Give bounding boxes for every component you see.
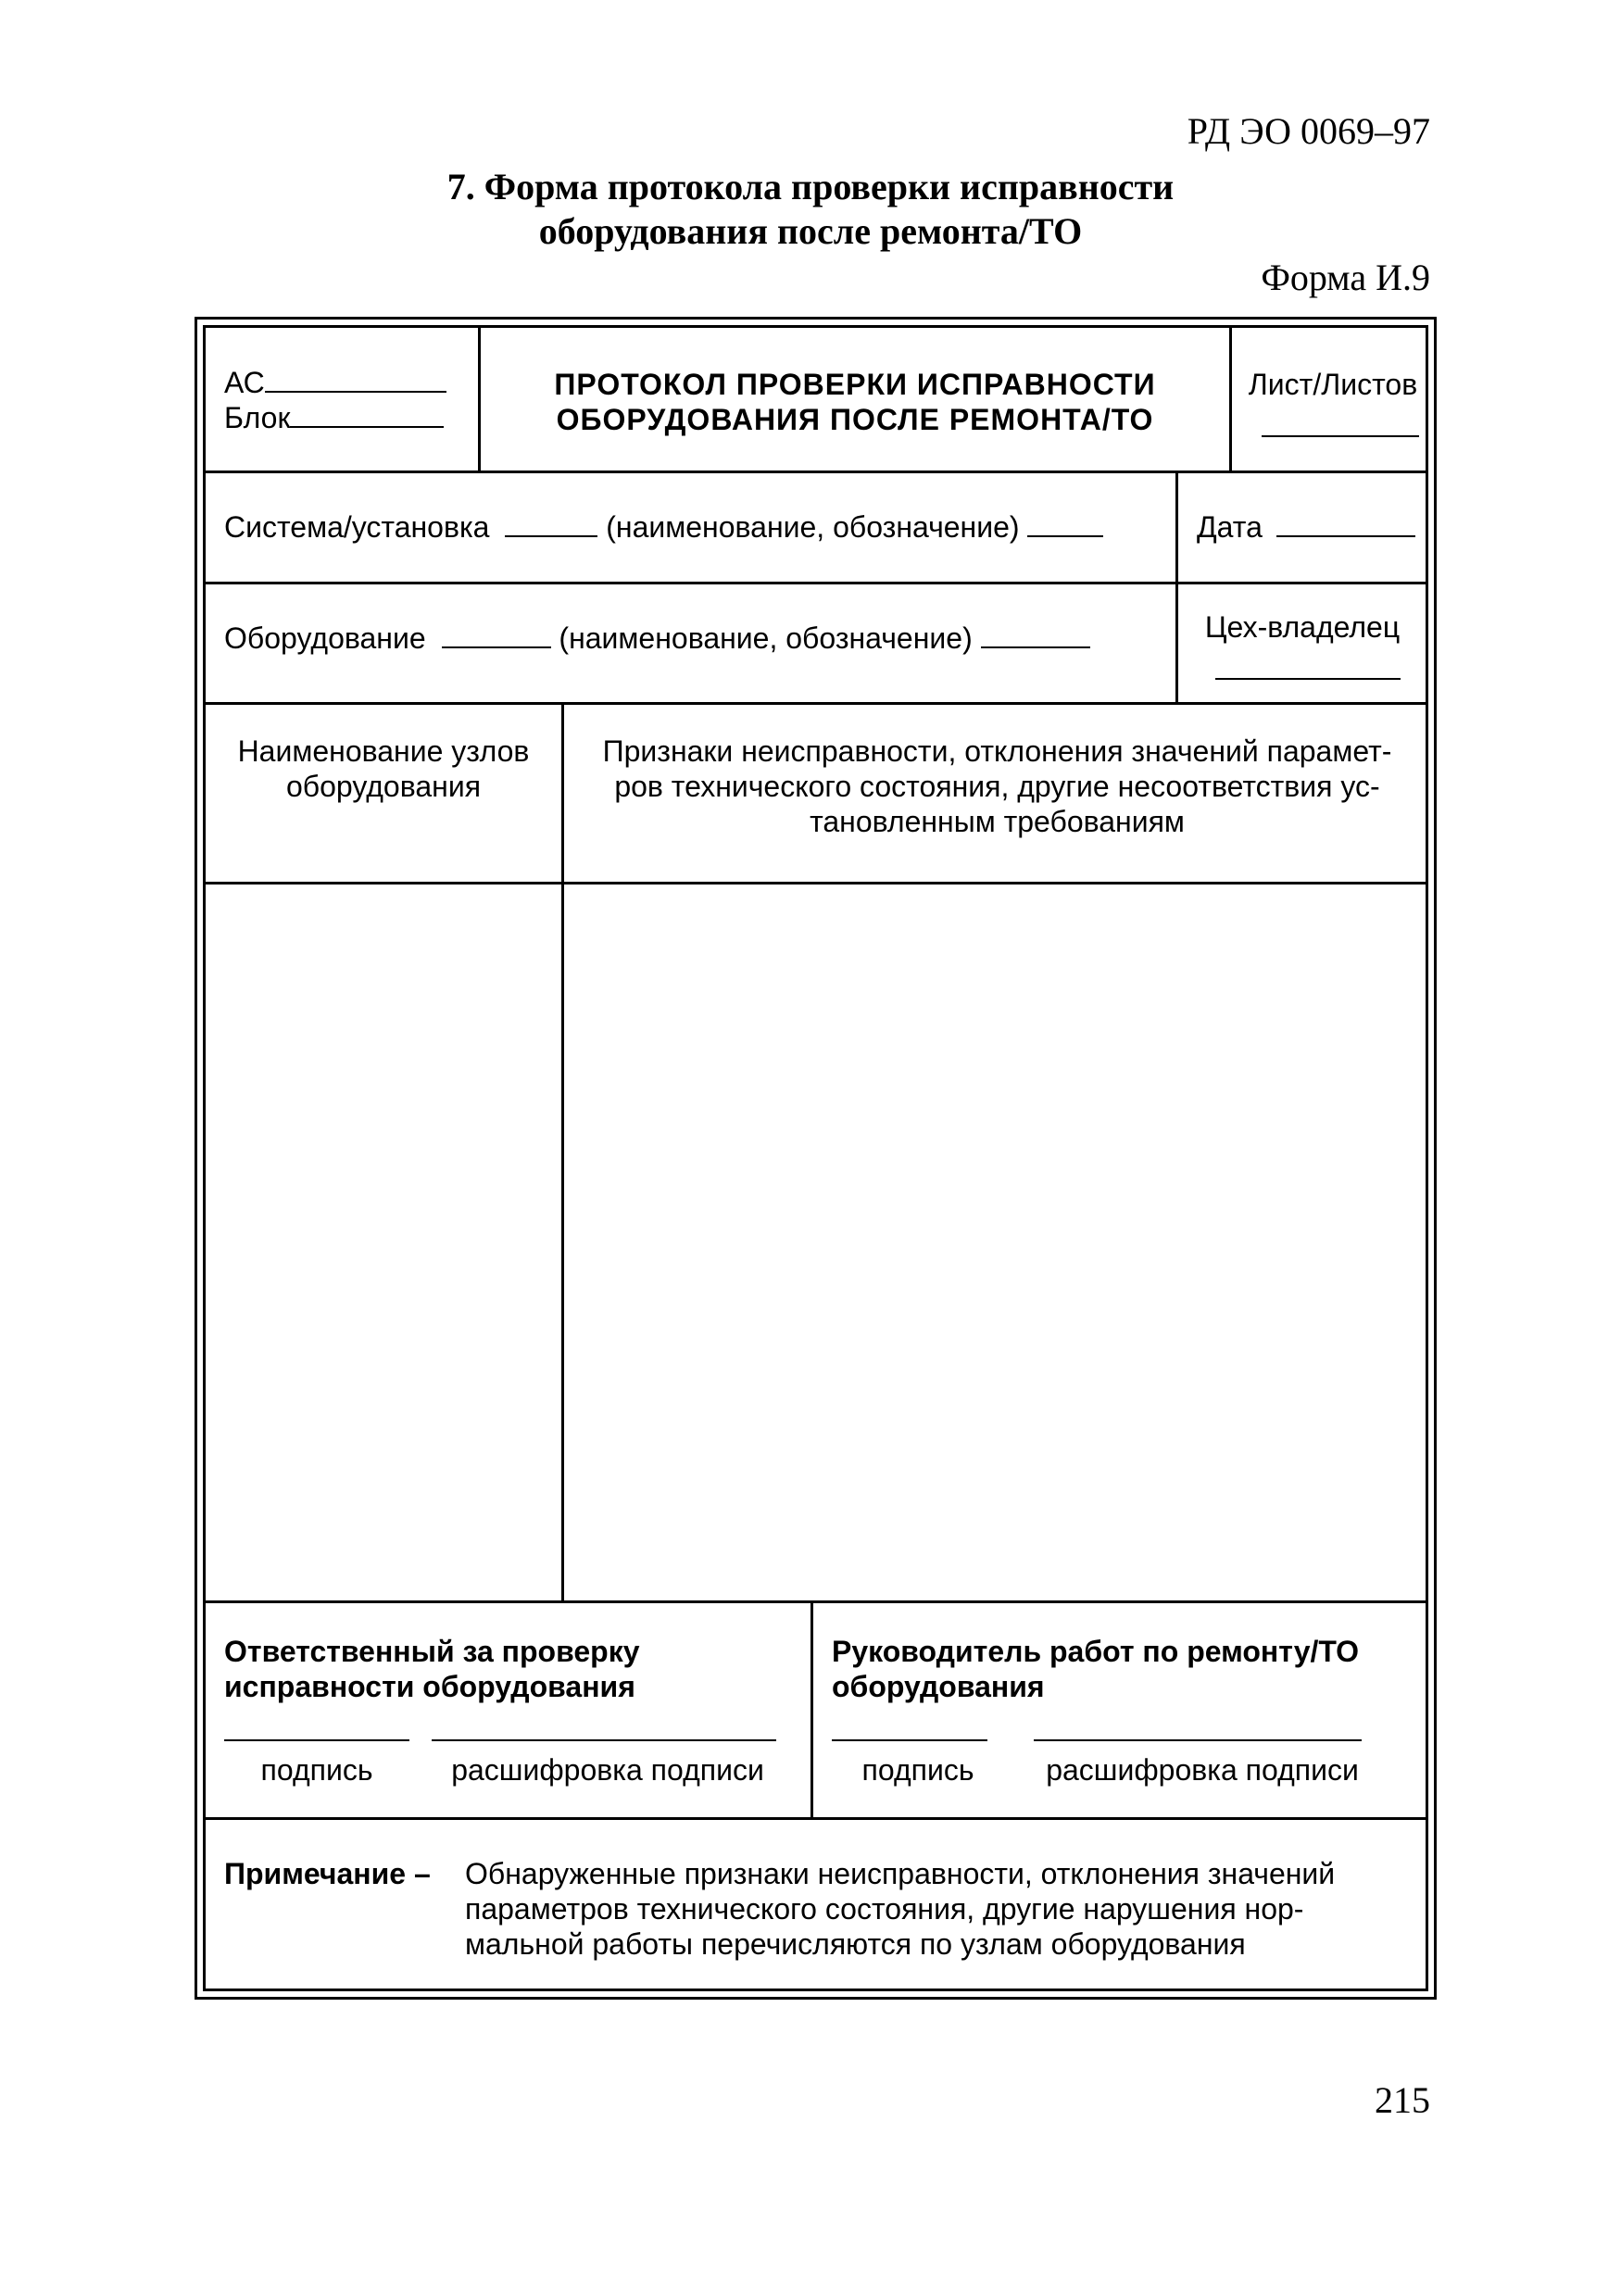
manager-signature-decode-line[interactable] bbox=[1034, 1739, 1362, 1741]
document-code: РД ЭО 0069–97 bbox=[1187, 110, 1430, 152]
system-label: Система/установка bbox=[224, 510, 490, 544]
as-blank[interactable] bbox=[265, 365, 446, 393]
column-header-defects-line-2: ров технического состояния, другие несоответствия ус- bbox=[614, 770, 1380, 803]
column-header-nodes-line-2: оборудования bbox=[285, 770, 482, 803]
page-title-line-1: 7. Форма протокола проверки исправности bbox=[446, 166, 1175, 207]
responsible-title bbox=[224, 1634, 640, 1704]
equipment-field bbox=[224, 621, 1090, 656]
column-header-nodes bbox=[206, 734, 561, 804]
date-blank[interactable] bbox=[1276, 509, 1415, 537]
manager-title bbox=[832, 1634, 1359, 1704]
system-blank-1[interactable] bbox=[505, 509, 597, 537]
protocol-form bbox=[195, 317, 1437, 2000]
workshop-field bbox=[1178, 609, 1426, 645]
responsible-title-line-1: Ответственный за проверку bbox=[224, 1635, 640, 1668]
protocol-title-line-1: ПРОТОКОЛ ПРОВЕРКИ ИСПРАВНОСТИ bbox=[554, 368, 1156, 401]
sheet-blank[interactable] bbox=[1262, 435, 1419, 437]
note-label: Примечание – bbox=[224, 1857, 431, 1890]
column-divider bbox=[1175, 470, 1178, 702]
as-field[interactable] bbox=[224, 365, 446, 400]
page-number: 215 bbox=[1375, 2079, 1430, 2121]
column-header-defects bbox=[564, 734, 1430, 839]
row-divider bbox=[206, 1817, 1426, 1820]
note-text-line-2: параметров технического состояния, другие нарушения нор- bbox=[465, 1892, 1304, 1926]
block-label: Блок bbox=[224, 401, 291, 434]
form-number-label: Форма И.9 bbox=[1261, 257, 1430, 298]
equipment-blank-2[interactable] bbox=[981, 621, 1090, 648]
protocol-form-inner-border bbox=[203, 325, 1428, 1991]
manager-signature-line[interactable] bbox=[832, 1739, 987, 1741]
as-label: АС bbox=[224, 366, 265, 399]
block-field[interactable] bbox=[224, 400, 444, 435]
manager-signature-label: подпись bbox=[861, 1753, 974, 1787]
date-field bbox=[1197, 509, 1415, 545]
note-text-line-1: Обнаруженные признаки неисправности, отклонения значений bbox=[465, 1857, 1336, 1890]
note-text bbox=[465, 1856, 1335, 1962]
workshop-blank[interactable] bbox=[1215, 678, 1401, 680]
equipment-hint: (наименование, обозначение) bbox=[559, 621, 973, 655]
manager-title-line-2: оборудования bbox=[832, 1670, 1045, 1703]
block-blank[interactable] bbox=[290, 400, 444, 428]
responsible-title-line-2: исправности оборудования bbox=[224, 1670, 635, 1703]
responsible-signature-label: подпись bbox=[260, 1753, 373, 1787]
row-divider bbox=[206, 1600, 1426, 1603]
sheet-label: Лист/Листов bbox=[1248, 368, 1418, 401]
page-title-line-2: оборудования после ремонта/ТО bbox=[538, 210, 1083, 252]
manager-title-line-1: Руководитель работ по ремонту/ТО bbox=[832, 1635, 1360, 1668]
workshop-label: Цех-владелец bbox=[1204, 610, 1401, 644]
column-header-defects-line-3: тановленным требованиям bbox=[810, 805, 1185, 838]
date-label: Дата bbox=[1197, 510, 1263, 544]
responsible-signature-decode-label: расшифровка подписи bbox=[451, 1753, 764, 1787]
nodes-entry-area[interactable] bbox=[206, 885, 561, 1600]
system-field bbox=[224, 509, 1103, 545]
defects-entry-area[interactable] bbox=[564, 885, 1426, 1600]
protocol-title-line-2: ОБОРУДОВАНИЯ ПОСЛЕ РЕМОНТА/ТО bbox=[556, 403, 1154, 436]
protocol-title bbox=[481, 367, 1229, 437]
column-header-nodes-line-1: Наименование узлов bbox=[237, 734, 530, 768]
column-header-defects-line-1: Признаки неисправности, отклонения значений парамет- bbox=[602, 734, 1392, 768]
responsible-signature-line[interactable] bbox=[224, 1739, 409, 1741]
page-title bbox=[0, 165, 1621, 254]
system-blank-2[interactable] bbox=[1027, 509, 1103, 537]
system-hint: (наименование, обозначение) bbox=[606, 510, 1020, 544]
sheet-field bbox=[1232, 367, 1434, 402]
equipment-label: Оборудование bbox=[224, 621, 426, 655]
responsible-signature-decode-line[interactable] bbox=[432, 1739, 776, 1741]
equipment-blank-1[interactable] bbox=[442, 621, 551, 648]
manager-signature-decode-label: расшифровка подписи bbox=[1046, 1753, 1359, 1787]
column-divider bbox=[810, 1600, 813, 1817]
row-divider bbox=[206, 582, 1426, 584]
row-divider bbox=[206, 702, 1426, 705]
row-divider bbox=[206, 470, 1426, 473]
note-text-line-3: мальной работы перечисляются по узлам оборудования bbox=[465, 1927, 1246, 1961]
